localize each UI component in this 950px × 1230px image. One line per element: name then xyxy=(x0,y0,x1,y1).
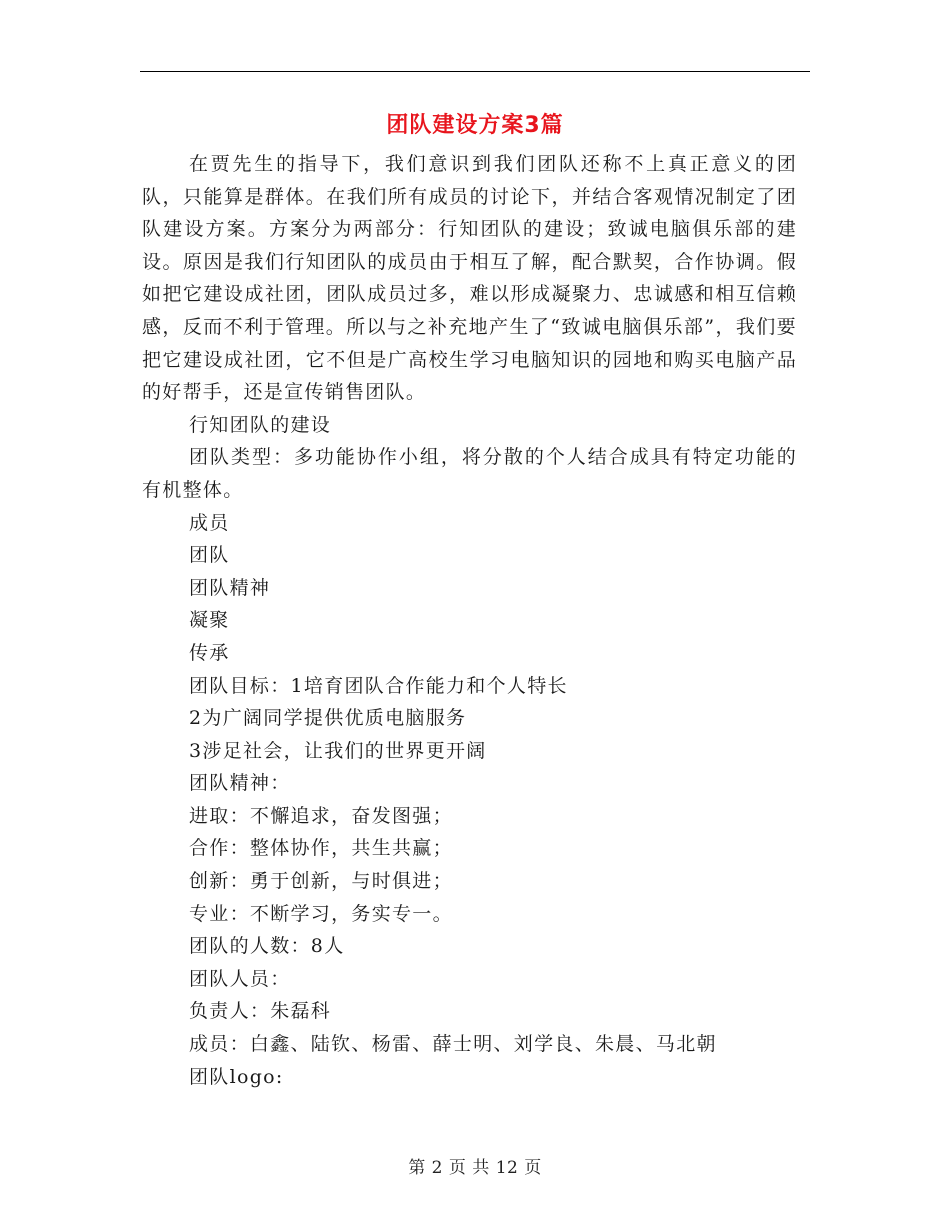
team-type-paragraph: 团队类型：多功能协作小组，将分散的个人结合成具有特定功能的有机整体。 xyxy=(142,446,797,501)
header-rule xyxy=(140,71,810,72)
team-spirit-line: 专业：不断学习，务实专一。 xyxy=(189,902,453,925)
team-goal-line: 团队目标：1培育团队合作能力和个人特长 xyxy=(189,674,568,697)
team-size-line: 团队的人数：8人 xyxy=(189,935,345,958)
list-item: 团队精神 xyxy=(189,576,271,599)
list-item: 成员 xyxy=(189,511,230,534)
document-body xyxy=(142,148,797,1093)
team-goal-line: 2为广阔同学提供优质电脑服务 xyxy=(189,707,467,730)
team-spirit-heading: 团队精神： xyxy=(189,772,291,795)
team-spirit-line: 创新：勇于创新，与时俱进； xyxy=(189,870,453,893)
page-footer: 第 2 页 共 12 页 xyxy=(408,1158,542,1178)
list-item: 团队 xyxy=(189,544,230,567)
team-members-heading: 团队人员： xyxy=(189,967,291,990)
team-leader-line: 负责人：朱磊科 xyxy=(189,1000,332,1023)
team-spirit-line: 进取：不懈追求，奋发图强； xyxy=(189,804,453,827)
list-item: 凝聚 xyxy=(189,609,230,632)
team-spirit-line: 合作：整体协作，共生共赢； xyxy=(189,837,453,860)
list-item: 传承 xyxy=(189,641,230,664)
document-title: 团队建设方案3篇 xyxy=(386,113,564,138)
intro-paragraph: 在贾先生的指导下，我们意识到我们团队还称不上真正意义的团队，只能算是群体。在我们所有成员的讨论下，并结合客观情况制定了团队建设方案。方案分为两部分：行知团队的建设；致诚电脑俱乐部的建设。原因是我们行知团队的成员由于相互了解，配合默契，合作协调。假如把它建设成社团，团队成员过多，难以形成凝聚力、忠诚感和相互信赖感，反而不利于管理。所以与之补充地产生了“致诚电脑俱乐部”，我们要把它建设成社团，它不但是广高校生学习电脑知识的园地和购买电脑产品的好帮手，还是宣传销售团队。 xyxy=(142,153,797,404)
team-logo-line: 团队logo: xyxy=(189,1065,284,1088)
team-goal-line: 3涉足社会，让我们的世界更开阔 xyxy=(189,739,487,762)
team-members-line: 成员：白鑫、陆钦、杨雷、薛士明、刘学良、朱晨、马北朝 xyxy=(189,1033,717,1056)
section-heading: 行知团队的建设 xyxy=(189,413,332,436)
